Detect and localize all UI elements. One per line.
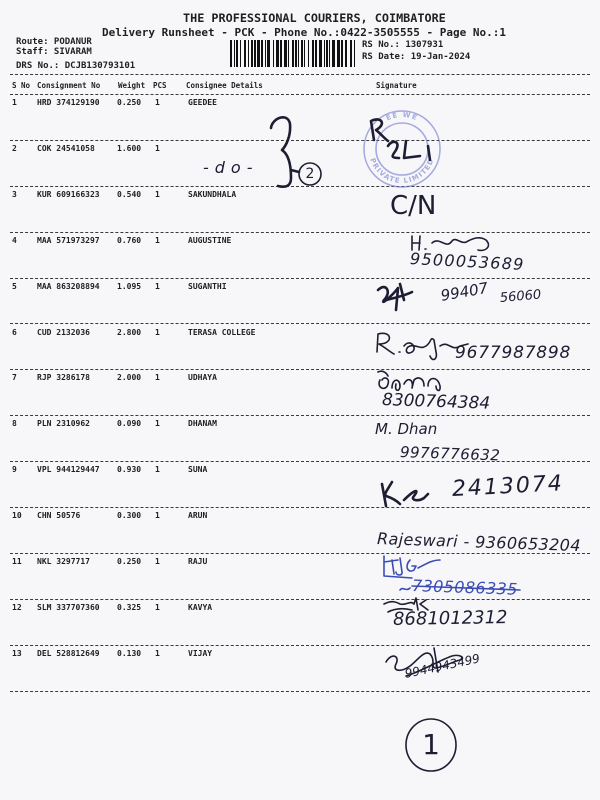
consignee-name: KAVYA xyxy=(188,602,213,612)
barcode xyxy=(230,40,355,67)
barcode-bar xyxy=(312,40,314,67)
rs-number-line xyxy=(362,40,443,51)
staff-label: Staff: xyxy=(16,47,49,57)
handwritten-phone-row5-part2: 56060 xyxy=(499,287,542,306)
consignment-number: SLM 337707360 xyxy=(37,602,100,612)
weight: 0.130 xyxy=(117,648,142,658)
pieces: 1 xyxy=(155,465,160,475)
barcode-bar xyxy=(276,40,279,67)
barcode-bar xyxy=(230,40,232,67)
weight: 0.250 xyxy=(117,557,142,566)
weight: 0.930 xyxy=(117,465,142,475)
barcode-bar xyxy=(304,40,305,67)
table-row xyxy=(10,370,590,416)
barcode-bar xyxy=(345,40,347,67)
table-row xyxy=(10,141,590,187)
serial-number: 10 xyxy=(12,511,22,521)
rs-date-value: 19-Jan-2024 xyxy=(410,52,471,62)
handwritten-phone-row4: 9500053689 xyxy=(409,249,526,274)
barcode-bar xyxy=(265,40,266,67)
consignee-name: TERASA COLLEGE xyxy=(188,327,256,337)
staff-value: SIVARAM xyxy=(53,47,92,57)
column-header-consignee: Consignee Details xyxy=(186,81,263,90)
consignee-name: UDHAYA xyxy=(188,373,217,383)
weight: 1.600 xyxy=(117,143,142,153)
rs-number-value: 1307931 xyxy=(405,40,444,50)
pieces: 1 xyxy=(155,419,160,429)
serial-number: 7 xyxy=(12,373,17,383)
handwritten-phone-row11: 7305086335 xyxy=(411,576,519,599)
barcode-bar xyxy=(295,40,297,67)
consignment-number: NKL 3297717 xyxy=(37,557,90,566)
handwritten-phone-row8: 9976776632 xyxy=(399,443,501,465)
barcode-bar xyxy=(267,40,270,67)
barcode-bar xyxy=(257,40,260,67)
stamp-bottom-text: PRIVATE LIMITED xyxy=(368,156,436,186)
column-header-sno: S No xyxy=(12,81,31,90)
company-title: THE PROFESSIONAL COURIERS, COIMBATORE xyxy=(183,11,446,25)
route-label: Route: xyxy=(16,37,49,47)
table-row xyxy=(10,416,590,465)
consignment-number: RJP 3286178 xyxy=(37,373,90,383)
serial-number: 1 xyxy=(12,98,17,107)
serial-number: 11 xyxy=(12,557,22,566)
column-header-pcs: PCS xyxy=(153,81,167,90)
handwritten-ditto-row2: -do- xyxy=(203,158,259,177)
consignee-name: SUGANTHI xyxy=(188,281,227,291)
barcode-bar xyxy=(329,40,330,67)
handwritten-note-row3: C/N xyxy=(390,191,437,221)
weight: 0.760 xyxy=(117,235,142,245)
barcode-bar xyxy=(251,40,253,67)
pieces: 1 xyxy=(155,511,160,521)
weight: 0.325 xyxy=(117,602,142,612)
stamp-top-text: EE WE xyxy=(384,110,420,123)
barcode-bar xyxy=(284,40,287,67)
weight: 0.250 xyxy=(117,98,142,107)
consignment-number: PLN 2310962 xyxy=(37,419,90,429)
barcode-bar xyxy=(236,40,238,67)
pieces: 1 xyxy=(155,281,160,291)
handwritten-phone-row13: 9944943499 xyxy=(403,651,482,681)
handwritten-phone-row5-part1: 99407 xyxy=(439,278,490,305)
pieces: 1 xyxy=(155,189,160,199)
serial-number: 6 xyxy=(12,327,17,337)
barcode-bar xyxy=(324,40,325,67)
weight: 2.000 xyxy=(117,373,142,383)
serial-number: 4 xyxy=(12,235,17,245)
pieces: 1 xyxy=(155,602,160,612)
consignee-name: AUGUSTINE xyxy=(188,235,232,245)
barcode-bar xyxy=(292,40,294,67)
drs-number-value: DCJB130793101 xyxy=(64,61,136,71)
pieces: 1 xyxy=(155,373,160,383)
barcode-bar xyxy=(254,40,256,67)
barcode-bar xyxy=(280,40,282,67)
barcode-bar xyxy=(337,40,340,67)
consignment-number: VPL 944129447 xyxy=(37,465,100,475)
serial-number: 12 xyxy=(12,602,22,612)
consignee-name: SAKUNDHALA xyxy=(188,189,237,199)
circled-number-2: 2 xyxy=(305,166,315,182)
rs-number-label: RS No.: xyxy=(362,40,400,50)
runsheet-subtitle: Delivery Runsheet - PCK - Phone No.:0422-3505555 - Page No.:1 xyxy=(102,26,506,39)
pieces: 1 xyxy=(155,557,160,566)
page-mark-number: 1 xyxy=(422,728,440,761)
consignment-number: CHN 50576 xyxy=(37,511,81,521)
serial-number: 13 xyxy=(12,648,22,658)
column-header-weight: Weight xyxy=(118,81,146,90)
consignment-number: DEL 528812649 xyxy=(37,648,100,658)
pieces: 1 xyxy=(155,327,160,337)
column-header-consignment: Consignment No xyxy=(37,81,101,90)
barcode-bar xyxy=(354,40,355,67)
consignment-number: COK 24541058 xyxy=(37,143,95,153)
barcode-bar xyxy=(332,40,335,67)
column-header-signature: Signature xyxy=(376,81,417,90)
table-row xyxy=(10,646,590,692)
serial-number: 8 xyxy=(12,419,17,429)
barcode-bar xyxy=(301,40,303,67)
consignee-name: RAJU xyxy=(188,557,208,566)
barcode-bar xyxy=(240,40,241,67)
rs-date-label: RS Date: xyxy=(362,52,406,62)
consignee-name: VIJAY xyxy=(188,648,213,658)
weight: 1.095 xyxy=(117,281,142,291)
drs-number-label: DRS No.: xyxy=(16,61,60,71)
consignment-number: MAA 863208894 xyxy=(37,281,100,291)
barcode-bar xyxy=(248,40,249,67)
handwritten-name-row8: M. Dhan xyxy=(375,420,438,438)
consignee-name: SUNA xyxy=(188,465,208,475)
pieces: 1 xyxy=(155,648,160,658)
handwritten-phone-row7: 8300764384 xyxy=(381,390,491,414)
barcode-bar xyxy=(315,40,317,67)
table-row xyxy=(10,95,590,141)
table-header xyxy=(10,74,590,95)
rs-date-line xyxy=(362,52,470,63)
barcode-bar xyxy=(298,40,299,67)
consignment-number: KUR 609166323 xyxy=(37,189,100,199)
consignment-number: HRD 374129190 xyxy=(37,98,100,107)
serial-number: 3 xyxy=(12,189,17,199)
consignee-name: GEEDEE xyxy=(188,98,217,107)
staff-line xyxy=(16,47,92,58)
serial-number: 9 xyxy=(12,465,17,475)
barcode-bar xyxy=(288,40,289,67)
barcode-bar xyxy=(273,40,274,67)
consignment-number: CUD 2132036 xyxy=(37,327,90,337)
barcode-bar xyxy=(234,40,235,67)
pieces: 1 xyxy=(155,98,160,107)
handwritten-number-row9: 2413074 xyxy=(451,471,565,502)
pieces: 1 xyxy=(155,235,160,245)
weight: 0.300 xyxy=(117,511,142,521)
table-row xyxy=(10,187,590,233)
barcode-bar xyxy=(350,40,352,67)
drs-number-line xyxy=(16,61,135,72)
weight: 0.090 xyxy=(117,419,142,429)
handwritten-phone-row12: 8681012312 xyxy=(392,607,508,630)
handwritten-phone-row6: 9677987898 xyxy=(455,343,572,363)
consignment-number: MAA 571973297 xyxy=(37,235,100,245)
barcode-bar xyxy=(261,40,263,67)
barcode-bar xyxy=(341,40,343,67)
barcode-bar xyxy=(319,40,322,67)
weight: 0.540 xyxy=(117,189,142,199)
barcode-bar xyxy=(326,40,328,67)
weight: 2.800 xyxy=(117,327,142,337)
serial-number: 5 xyxy=(12,281,17,291)
barcode-bar xyxy=(308,40,309,67)
consignee-name: DHANAM xyxy=(188,419,217,429)
consignee-name: ARUN xyxy=(188,511,208,521)
handwritten-entry-row10: Rajeswari - 9360653204 xyxy=(376,529,582,556)
barcode-bar xyxy=(244,40,246,67)
serial-number: 2 xyxy=(12,143,17,153)
route-value: PODANUR xyxy=(53,37,92,47)
pieces: 1 xyxy=(155,143,160,153)
